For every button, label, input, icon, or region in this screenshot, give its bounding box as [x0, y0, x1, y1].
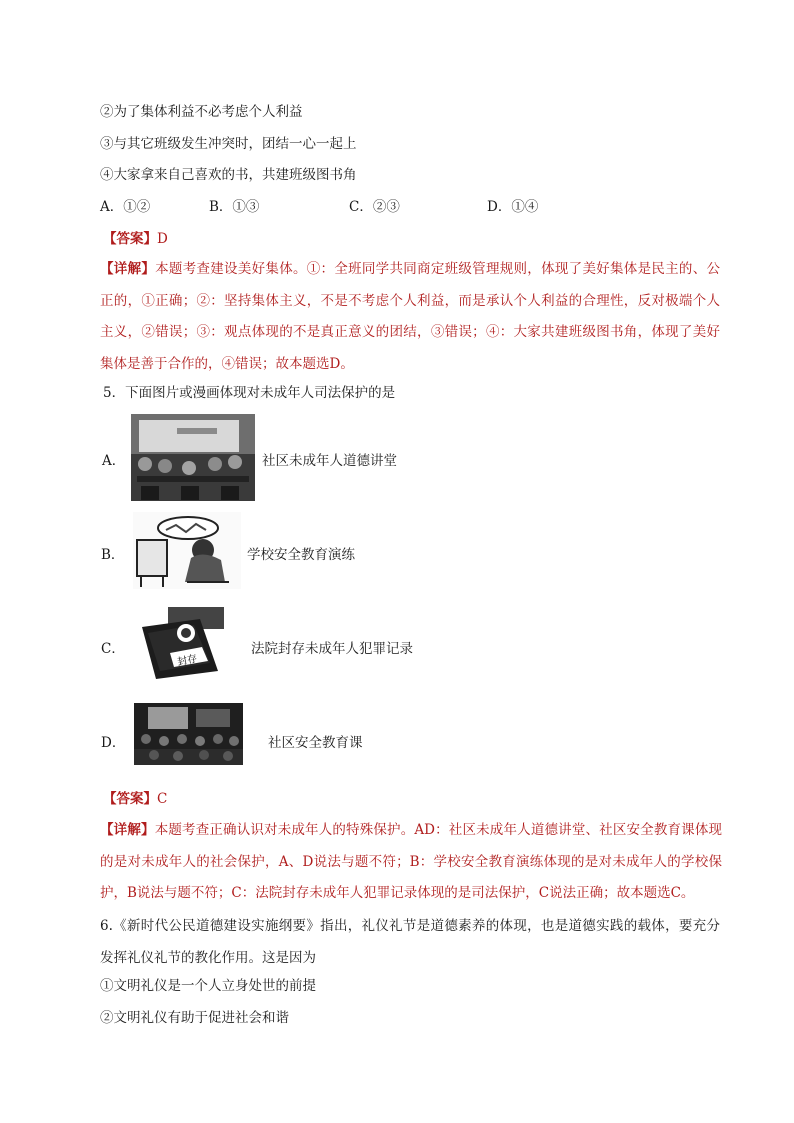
- answer-value: C: [157, 791, 168, 807]
- detail-text: 本题考查正确认识对未成年人的特殊保护。AD：社区未成年人道德讲堂、社区安全教育课体现的是对未成年人的社会保护，A、D说法与题不符；B：学校安全教育演练体现的是对未成年人的学校保护，B说法与题不符；C：法院封存未成年人犯罪记录体现的是司法保护，C说法正确；故本题选C。: [100, 822, 723, 901]
- q5-option-b-letter: B．: [101, 547, 125, 563]
- detail-label: 【详解】: [100, 261, 156, 277]
- answer-value: D: [157, 231, 168, 247]
- q6-item-1: ①文明礼仪是一个人立身处世的前提: [100, 978, 316, 994]
- q5-option-d-caption: 社区安全教育课: [268, 735, 363, 751]
- answer-label: 【答案】: [103, 231, 157, 247]
- q5-option-a-image: [131, 414, 255, 501]
- q5-answer: [103, 790, 167, 808]
- q6-stem: 6.《新时代公民道德建设实施纲要》指出，礼仪礼节是道德素养的体现，也是道德实践的载体，要充分发挥礼仪礼节的教化作用。这是因为: [100, 918, 720, 966]
- answer-label: 【答案】: [103, 791, 157, 807]
- q4-item-4: ④大家拿来自己喜欢的书，共建班级图书角: [100, 167, 357, 183]
- q5-option-b-caption: 学校安全教育演练: [247, 547, 355, 563]
- q6-item-2: ②文明礼仪有助于促进社会和谐: [100, 1010, 289, 1026]
- q5-option-b-image: [133, 512, 241, 589]
- q4-answer: [103, 230, 168, 248]
- q5-option-a-caption: 社区未成年人道德讲堂: [262, 453, 397, 469]
- q5-option-d-letter: D．: [101, 735, 126, 751]
- q5-detail: [100, 815, 722, 910]
- q4-option-b: B．①③: [209, 199, 260, 215]
- q4-item-2: ②为了集体利益不必考虑个人利益: [100, 104, 303, 120]
- q5-option-c-image: [134, 603, 234, 681]
- q4-option-a: A．①②: [100, 199, 151, 215]
- q4-detail: [100, 254, 720, 380]
- q5-option-d-image: [134, 703, 243, 765]
- seal-stamp-text: 封存: [176, 653, 199, 669]
- detail-text: 本题考查建设美好集体。①：全班同学共同商定班级管理规则，体现了美好集体是民主的、公正的，①正确；②：坚持集体主义，不是不考虑个人利益，而是承认个人利益的合理性，反对极端个人主义，②错误；③：观点体现的不是真正意义的团结，③错误；④：大家共建班级图书角，体现了美好集体是善于合作的，④错误；故本题选D。: [100, 261, 721, 372]
- q4-option-d: D．①④: [487, 199, 539, 215]
- q5-option-c-caption: 法院封存未成年人犯罪记录: [251, 641, 413, 657]
- q5-option-a-letter: A．: [102, 453, 126, 469]
- q4-option-c: C．②③: [349, 199, 400, 215]
- q5-option-c-letter: C．: [101, 641, 125, 657]
- q4-item-3: ③与其它班级发生冲突时，团结一心一起上: [100, 136, 357, 152]
- q5-stem: 5．下面图片或漫画体现对未成年人司法保护的是: [103, 385, 396, 401]
- detail-label: 【详解】: [100, 822, 155, 838]
